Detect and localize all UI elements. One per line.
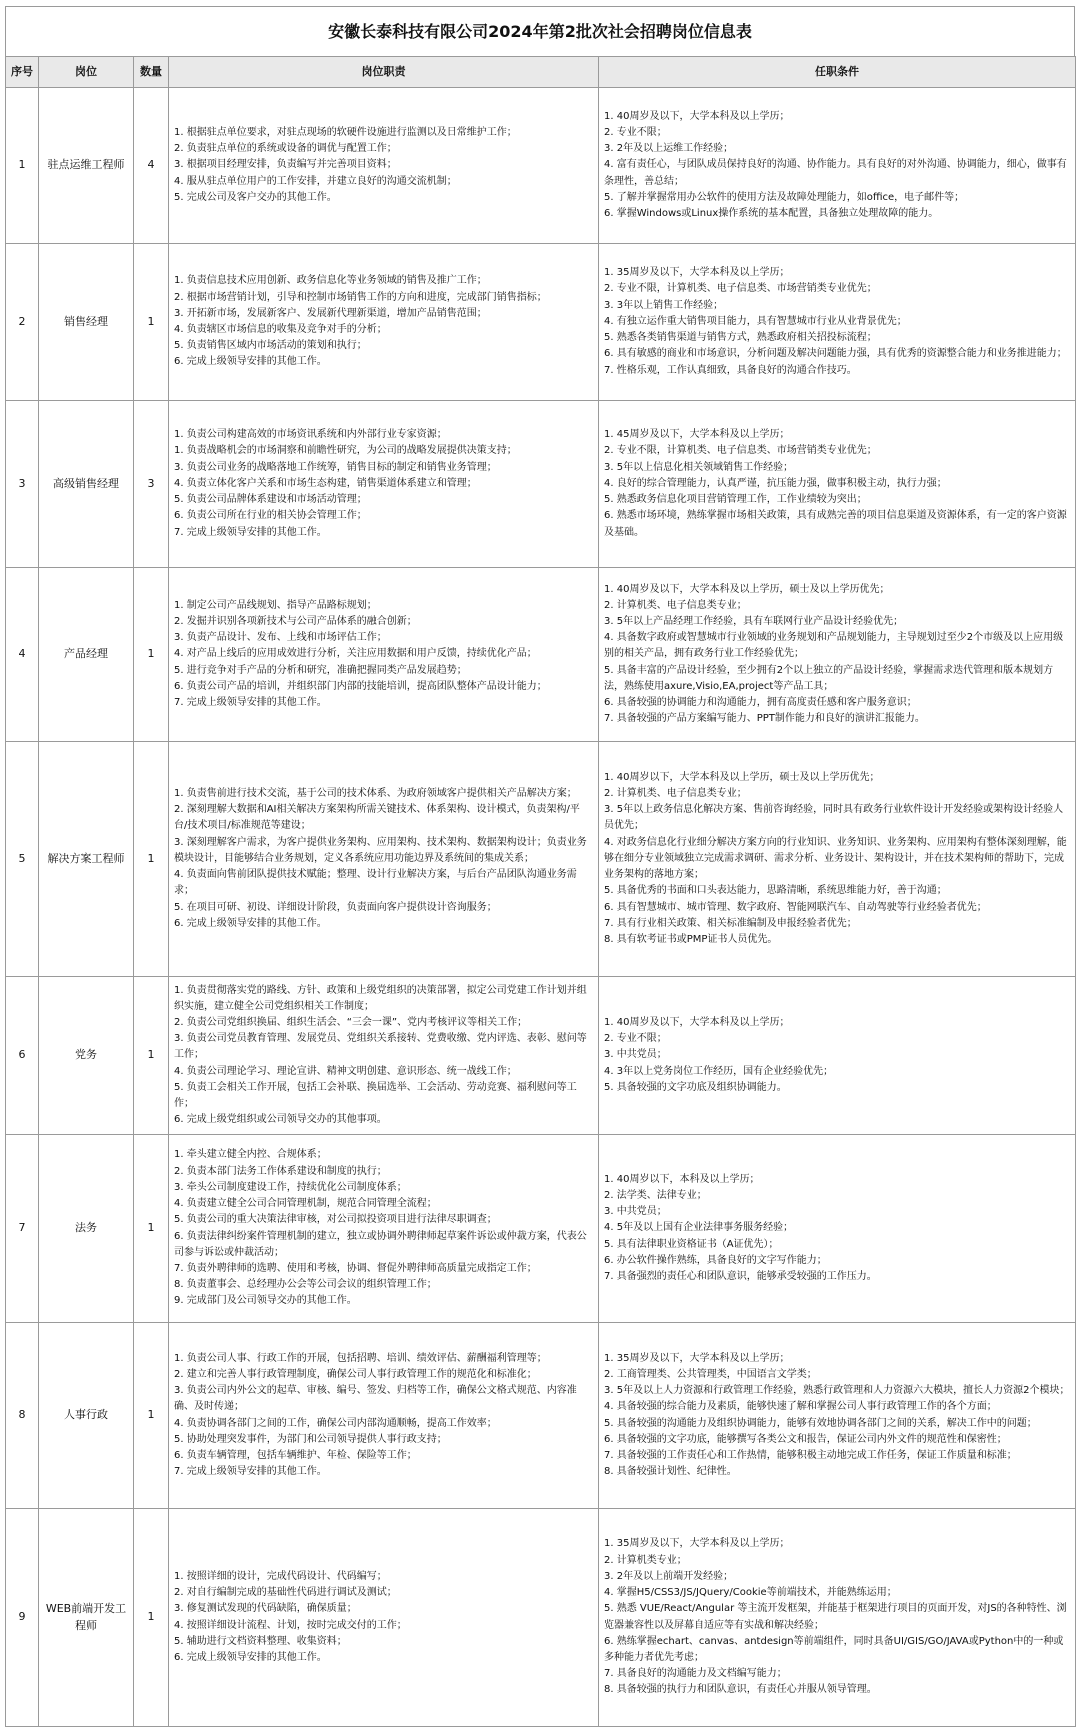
requirement-item: 5. 了解并掌握常用办公软件的使用方法及故障处理能力，如office，电子邮件等； (604, 191, 965, 203)
row-duties (169, 401, 599, 568)
duty-item: 4. 服从驻点单位用户的工作安排，并建立良好的沟通交流机制； (174, 175, 457, 187)
requirement-item: 4. 5年及以上国有企业法律事务服务经验； (604, 1222, 794, 1234)
requirement-item: 2. 计算机类、电子信息类专业； (604, 788, 747, 800)
requirement-item: 4. 具备数字政府或智慧城市行业领域的业务规划和产品规划能力，主导规划过至少2个市级及以上应用级别的相关产品，拥有政务行业工作经验优先； (604, 632, 1064, 660)
table-row (6, 401, 1076, 568)
header-position: 岗位 (39, 57, 134, 88)
duty-item: 3. 根据项目经理安排，负责编写并完善项目资料； (174, 159, 397, 171)
duty-item: 7. 完成上级领导安排的其他工作。 (174, 1466, 327, 1478)
duty-item: 2. 根据市场营销计划，引导和控制市场销售工作的方向和进度，完成部门销售指标； (174, 291, 547, 303)
requirement-item: 2. 计算机类专业； (604, 1554, 687, 1566)
row-requirements (599, 88, 1076, 244)
requirement-item: 7. 具备强烈的责任心和团队意识，能够承受较强的工作压力。 (604, 1271, 877, 1282)
duty-item: 5. 完成公司及客户交办的其他工作。 (174, 191, 337, 203)
row-duties (169, 1135, 599, 1323)
duty-item: 5. 协助处理突发事件，为部门和公司领导提供人事行政支持； (174, 1433, 447, 1445)
table-row (6, 88, 1076, 244)
requirement-item: 2. 法学类、法律专业； (604, 1189, 707, 1201)
duty-item: 3. 开拓新市场，发展新客户、发展新代理新渠道，增加产品销售范围； (174, 307, 487, 319)
requirement-item: 4. 有独立运作重大销售项目能力，具有智慧城市行业从业背景优先； (604, 315, 907, 327)
duty-item: 3. 负责产品设计、发布、上线和市场评估工作； (174, 632, 387, 644)
row-duties (169, 1323, 599, 1509)
requirement-item: 4. 良好的综合管理能力，认真严谨，抗压能力强，做事积极主动，执行力强； (604, 477, 947, 489)
duty-item: 6. 完成上级领导安排的其他工作。 (174, 356, 327, 368)
duty-item: 1. 牵头建立健全内控、合规体系； (174, 1149, 327, 1161)
row-count: 1 (134, 1323, 169, 1509)
requirement-item: 8. 具备较强的执行力和团队意识，有责任心并服从领导管理。 (604, 1684, 877, 1696)
duty-item: 1. 负责贯彻落实党的路线、方针、政策和上级党组织的决策部署，拟定公司党建工作计划并组织实施，建立健全公司党组织相关工作制度； (174, 984, 587, 1012)
requirement-item: 3. 中共党员； (604, 1206, 667, 1218)
requirement-item: 4. 对政务信息化行业细分解决方案方向的行业知识、业务知识、业务架构、应用架构有整体深刻理解，能够在细分专业领域独立完成需求调研、需求分析、业务设计、架构设计，并在技术架构师的帮助下，完成业务架构的落地方案； (604, 836, 1067, 881)
requirement-item: 6. 具备较强的文字功底，能够撰写各类公文和报告，保证公司内外文件的规范性和保密性； (604, 1433, 1007, 1445)
duty-item: 2. 负责驻点单位的系统或设备的调优与配置工作； (174, 143, 397, 155)
requirement-item: 5. 具备较强的文字功底及组织协调能力。 (604, 1081, 787, 1093)
requirement-item: 1. 40周岁以下，大学本科及以上学历，硕士及以上学历优先； (604, 771, 880, 783)
requirement-item: 6. 具有敏感的商业和市场意识，分析问题及解决问题能力强，具有优秀的资源整合能力和业务推进能力； (604, 348, 1067, 360)
duty-item: 7. 完成上级领导安排的其他工作。 (174, 697, 327, 708)
requirement-item: 4. 3年以上党务岗位工作经历，国有企业经验优先； (604, 1065, 834, 1077)
duty-item: 6. 负责公司产品的培训，并组织部门内部的技能培训，提高团队整体产品设计能力； (174, 680, 547, 692)
row-position: 法务 (39, 1135, 134, 1323)
row-count: 1 (134, 1135, 169, 1323)
duty-item: 6. 负责车辆管理，包括车辆维护、年检、保险等工作； (174, 1449, 417, 1461)
row-position: 驻点运维工程师 (39, 88, 134, 244)
duty-item: 9. 完成部门及公司领导交办的其他工作。 (174, 1295, 357, 1307)
row-duties (169, 568, 599, 742)
requirement-item: 2. 工商管理类、公共管理类，中国语言文学类； (604, 1368, 817, 1380)
requirement-item: 3. 2年及以上前端开发经验； (604, 1570, 734, 1582)
duty-item: 5. 辅助进行文档资料整理、收集资料； (174, 1635, 347, 1647)
row-requirements (599, 244, 1076, 401)
duty-item: 1. 制定公司产品线规划、指导产品路标规划； (174, 599, 377, 611)
duty-item: 4. 负责建立健全公司合同管理机制，规范合同管理全流程； (174, 1198, 437, 1210)
row-duties (169, 977, 599, 1135)
page-title: 安徽长泰科技有限公司2024年第2批次社会招聘岗位信息表 (5, 6, 1075, 56)
requirement-item: 1. 35周岁及以下，大学本科及以上学历； (604, 267, 790, 279)
requirement-item: 2. 专业不限； (604, 1033, 667, 1045)
row-seq: 5 (6, 742, 39, 977)
header-requirements: 任职条件 (599, 57, 1076, 88)
duty-item: 1. 负责公司人事、行政工作的开展，包括招聘、培训、绩效评估、薪酬福利管理等； (174, 1352, 547, 1364)
requirement-item: 4. 掌握H5/CSS3/JS/JQuery/Cookie等前端技术，并能熟练运用； (604, 1587, 897, 1599)
requirement-item: 1. 40周岁及以下，大学本科及以上学历，硕士及以上学历优先； (604, 583, 890, 595)
duty-item: 3. 牵头公司制度建设工作，持续优化公司制度体系； (174, 1181, 407, 1193)
row-seq: 3 (6, 401, 39, 568)
row-count: 1 (134, 568, 169, 742)
duty-item: 1. 负责公司构建高效的市场资讯系统和内外部行业专家资源； (174, 429, 447, 441)
requirement-item: 7. 具有行业相关政策、相关标准编制及申报经验者优先； (604, 917, 857, 929)
row-position: 产品经理 (39, 568, 134, 742)
requirement-item: 6. 具有智慧城市、城市管理、数字政府、智能网联汽车、自动驾驶等行业经验者优先； (604, 901, 987, 913)
row-position: 高级销售经理 (39, 401, 134, 568)
row-requirements (599, 1509, 1076, 1727)
duty-item: 7. 完成上级领导安排的其他工作。 (174, 526, 327, 538)
duty-item: 5. 负责销售区域内市场活动的策划和执行； (174, 340, 367, 352)
row-position: 销售经理 (39, 244, 134, 401)
row-duties (169, 1509, 599, 1727)
row-count: 3 (134, 401, 169, 568)
table-row (6, 244, 1076, 401)
table-row (6, 1135, 1076, 1323)
row-duties (169, 88, 599, 244)
requirement-item: 3. 5年以上产品经理工作经验，具有车联网行业产品设计经验优先； (604, 615, 904, 627)
duty-item: 6. 完成上级党组织或公司领导交办的其他事项。 (174, 1114, 387, 1126)
requirement-item: 1. 35周岁及以下，大学本科及以上学历； (604, 1352, 790, 1364)
requirement-item: 3. 2年及以上运维工作经验； (604, 143, 734, 155)
requirement-item: 5. 具备丰富的产品设计经验，至少拥有2个以上独立的产品设计经验，掌握需求迭代管理和版本规划方法，熟练使用axure,Visio,EA,project等产品工具； (604, 664, 1054, 692)
requirement-item: 2. 专业不限； (604, 126, 667, 138)
requirement-item: 7. 具备较强的产品方案编写能力、PPT制作能力和良好的演讲汇报能力。 (604, 713, 925, 725)
duty-item: 2. 发掘并识别各项新技术与公司产品体系的融合创新； (174, 615, 417, 627)
requirement-item: 3. 中共党员； (604, 1049, 667, 1061)
table-row (6, 977, 1076, 1135)
duty-item: 3. 修复测试发现的代码缺陷，确保质量； (174, 1603, 357, 1615)
requirement-item: 6. 掌握Windows或Linux操作系统的基本配置，具备独立处理故障的能力。 (604, 208, 939, 219)
row-seq: 8 (6, 1323, 39, 1509)
table-row (6, 742, 1076, 977)
requirement-item: 7. 性格乐观，工作认真细致，具备良好的沟通合作技巧。 (604, 364, 857, 376)
requirement-item: 5. 熟悉 VUE/React/Angular 等主流开发框架，并能基于框架进行项目的页面开发，对JS的各种特性、浏览器兼容性以及屏幕自适应等有实战和解决经验； (604, 1603, 1067, 1631)
duty-item: 1. 根据驻点单位要求，对驻点现场的软硬件设施进行监测以及日常维护工作； (174, 126, 517, 138)
requirement-item: 4. 具备较强的综合能力及素质，能够快速了解和掌握公司人事行政管理工作的各个方面； (604, 1401, 997, 1413)
table-header-row (6, 57, 1076, 88)
row-count: 1 (134, 977, 169, 1135)
row-seq: 1 (6, 88, 39, 244)
duty-item: 4. 按照详细设计流程、计划，按时完成交付的工作； (174, 1619, 407, 1631)
requirement-item: 2. 计算机类、电子信息类专业； (604, 599, 747, 611)
duty-item: 3. 深刻理解客户需求，为客户提供业务架构、应用架构、技术架构、数据架构设计；负责业务模块设计，目能够结合业务规划，定义各系统应用功能边界及系统间的集成关系； (174, 836, 587, 864)
duty-item: 6. 完成上级领导安排的其他工作。 (174, 917, 327, 929)
row-seq: 2 (6, 244, 39, 401)
duty-item: 3. 负责公司内外公文的起草、审核、编号、签发、归档等工作，确保公文格式规范、内容准确、及时传递； (174, 1385, 577, 1413)
duty-item: 4. 负责公司理论学习、理论宣讲、精神文明创建、意识形态、统一战线工作； (174, 1065, 517, 1077)
duty-item: 4. 负责协调各部门之间的工作，确保公司内部沟通顺畅，提高工作效率； (174, 1417, 497, 1429)
duty-item: 1. 按照详细的设计，完成代码设计、代码编写； (174, 1570, 387, 1582)
requirement-item: 8. 具有软考证书或PMP证书人员优先。 (604, 933, 778, 945)
duty-item: 5. 进行竞争对手产品的分析和研究，准确把握同类产品发展趋势； (174, 664, 467, 676)
requirement-item: 5. 具有法律职业资格证书（A证优先）； (604, 1238, 779, 1250)
positions-table (5, 56, 1076, 1727)
duty-item: 3. 负责公司业务的战略落地工作统筹，销售目标的制定和销售业务管理； (174, 461, 497, 473)
row-requirements (599, 1323, 1076, 1509)
recruitment-sheet (5, 6, 1075, 1727)
duty-item: 7. 负责外聘律师的选聘、使用和考核，协调、督促外聘律师高质量完成指定工作； (174, 1262, 537, 1274)
duty-item: 5. 负责公司品牌体系建设和市场活动管理； (174, 494, 367, 506)
duty-item: 1. 负责售前进行技术交流，基于公司的技术体系、为政府领域客户提供相关产品解决方案； (174, 788, 577, 800)
requirement-item: 6. 办公软件操作熟练，具备良好的文字写作能力； (604, 1254, 827, 1266)
requirement-item: 6. 熟练掌握echart、canvas、antdesign等前端组件，同时具备UI/GIS/GO/JAVA或Python中的一种或多种能力者优先考虑； (604, 1635, 1064, 1663)
duty-item: 6. 负责公司所在行业的相关协会管理工作； (174, 510, 367, 522)
requirement-item: 1. 45周岁及以下，大学本科及以上学历； (604, 429, 790, 441)
table-row (6, 1323, 1076, 1509)
row-seq: 6 (6, 977, 39, 1135)
row-position: 人事行政 (39, 1323, 134, 1509)
requirement-item: 3. 5年以上政务信息化解决方案、售前咨询经验，同时具有政务行业软件设计开发经验或架构设计经验人员优先； (604, 804, 1064, 832)
duty-item: 2. 负责公司党组织换届、组织生活会、“三会一课”、党内考核评议等相关工作； (174, 1016, 528, 1028)
requirement-item: 1. 40周岁及以下，大学本科及以上学历； (604, 1016, 790, 1028)
row-count: 1 (134, 1509, 169, 1727)
duty-item: 2. 负责本部门法务工作体系建设和制度的执行； (174, 1165, 387, 1177)
requirement-item: 5. 具备较强的沟通能力及组织协调能力，能够有效地协调各部门之间的关系，解决工作中的问题； (604, 1417, 1037, 1429)
requirement-item: 6. 具备较强的协调能力和沟通能力，拥有高度责任感和客户服务意识； (604, 697, 917, 708)
duty-item: 3. 负责公司党员教育管理、发展党员、党组织关系接转、党费收缴、党内评选、表彰、慰问等工作； (174, 1033, 587, 1061)
row-count: 4 (134, 88, 169, 244)
row-seq: 7 (6, 1135, 39, 1323)
row-position: 解决方案工程师 (39, 742, 134, 977)
duty-item: 1. 负责战略机会的市场洞察和前瞻性研究，为公司的战略发展提供决策支持； (174, 445, 517, 457)
requirement-item: 5. 具备优秀的书面和口头表达能力，思路清晰，系统思维能力好，善于沟通； (604, 885, 947, 897)
requirement-item: 3. 5年以上信息化相关领域销售工作经验； (604, 461, 794, 473)
requirement-item: 6. 熟悉市场环境，熟练掌握市场相关政策，具有成熟完善的项目信息渠道及资源体系，有一定的客户资源及基础。 (604, 510, 1067, 538)
requirement-item: 1. 40周岁以下，本科及以上学历； (604, 1173, 760, 1185)
row-position: WEB前端开发工程师 (39, 1509, 134, 1727)
requirement-item: 3. 3年以上销售工作经验； (604, 299, 724, 311)
duty-item: 1. 负责信息技术应用创新、政务信息化等业务领域的销售及推广工作； (174, 275, 487, 287)
header-count: 数量 (134, 57, 169, 88)
row-requirements (599, 742, 1076, 977)
row-seq: 9 (6, 1509, 39, 1727)
duty-item: 2. 对自行编制完成的基础性代码进行调试及测试； (174, 1587, 397, 1599)
requirement-item: 1. 40周岁及以下，大学本科及以上学历； (604, 110, 790, 122)
row-count: 1 (134, 244, 169, 401)
requirement-item: 5. 熟悉各类销售渠道与销售方式，熟悉政府相关招投标流程； (604, 332, 877, 344)
row-requirements (599, 1135, 1076, 1323)
row-position: 党务 (39, 977, 134, 1135)
duty-item: 4. 负责辖区市场信息的收集及竞争对手的分析； (174, 324, 387, 335)
header-duties: 岗位职责 (169, 57, 599, 88)
requirement-item: 7. 具备良好的沟通能力及文档编写能力； (604, 1668, 787, 1680)
row-requirements (599, 568, 1076, 742)
row-count: 1 (134, 742, 169, 977)
duty-item: 5. 负责工会相关工作开展，包括工会补联、换届选举、工会活动、劳动竞赛、福利慰问等工作； (174, 1081, 577, 1109)
requirement-item: 2. 专业不限，计算机类、电子信息类、市场营销类专业优先； (604, 283, 877, 295)
requirement-item: 8. 具备较强计划性、纪律性。 (604, 1466, 737, 1478)
requirement-item: 4. 富有责任心，与团队成员保持良好的沟通、协作能力。具有良好的对外沟通、协调能力，细心，做事有条理性，善总结； (604, 159, 1067, 187)
header-seq: 序号 (6, 57, 39, 88)
duty-item: 5. 在项目可研、初设、详细设计阶段，负责面向客户提供设计咨询服务； (174, 901, 497, 913)
row-duties (169, 742, 599, 977)
duty-item: 8. 负责董事会、总经理办公会等公司会议的组织管理工作； (174, 1279, 437, 1291)
duty-item: 6. 完成上级领导安排的其他工作。 (174, 1651, 327, 1663)
duty-item: 4. 对产品上线后的应用成效进行分析，关注应用数据和用户反馈，持续优化产品； (174, 648, 537, 660)
row-requirements (599, 401, 1076, 568)
row-requirements (599, 977, 1076, 1135)
requirement-item: 1. 35周岁及以下，大学本科及以上学历； (604, 1538, 790, 1550)
duty-item: 4. 负责立体化客户关系和市场生态构建，销售渠道体系建立和管理； (174, 477, 477, 489)
duty-item: 2. 深刻理解大数据和AI相关解决方案架构所需关键技术、体系架构、设计模式，负责架构/平台/技术项目/标准规范等建设； (174, 804, 580, 832)
duty-item: 5. 负责公司的重大决策法律审核，对公司拟投资项目进行法律尽职调查； (174, 1214, 497, 1226)
row-duties (169, 244, 599, 401)
duty-item: 6. 负责法律纠纷案件管理机制的建立，独立或协调外聘律师起草案件诉讼或仲裁方案，代表公司参与诉讼或仲裁活动； (174, 1230, 587, 1258)
requirement-item: 5. 熟悉政务信息化项目营销管理工作，工作业绩较为突出； (604, 494, 867, 506)
requirement-item: 7. 具备较强的工作责任心和工作热情，能够积极主动地完成工作任务，保证工作质量和标准； (604, 1449, 1017, 1461)
duty-item: 2. 建立和完善人事行政管理制度，确保公司人事行政管理工作的规范化和标准化； (174, 1368, 537, 1380)
table-row (6, 1509, 1076, 1727)
duty-item: 4. 负责面向售前团队提供技术赋能；整理、设计行业解决方案，与后台产品团队沟通业务需求； (174, 869, 577, 897)
table-row (6, 568, 1076, 742)
requirement-item: 3. 5年及以上人力资源和行政管理工作经验，熟悉行政管理和人力资源六大模块，擅长人力资源2个模块； (604, 1385, 1070, 1397)
row-seq: 4 (6, 568, 39, 742)
requirement-item: 2. 专业不限，计算机类、电子信息类、市场营销类专业优先； (604, 445, 877, 457)
